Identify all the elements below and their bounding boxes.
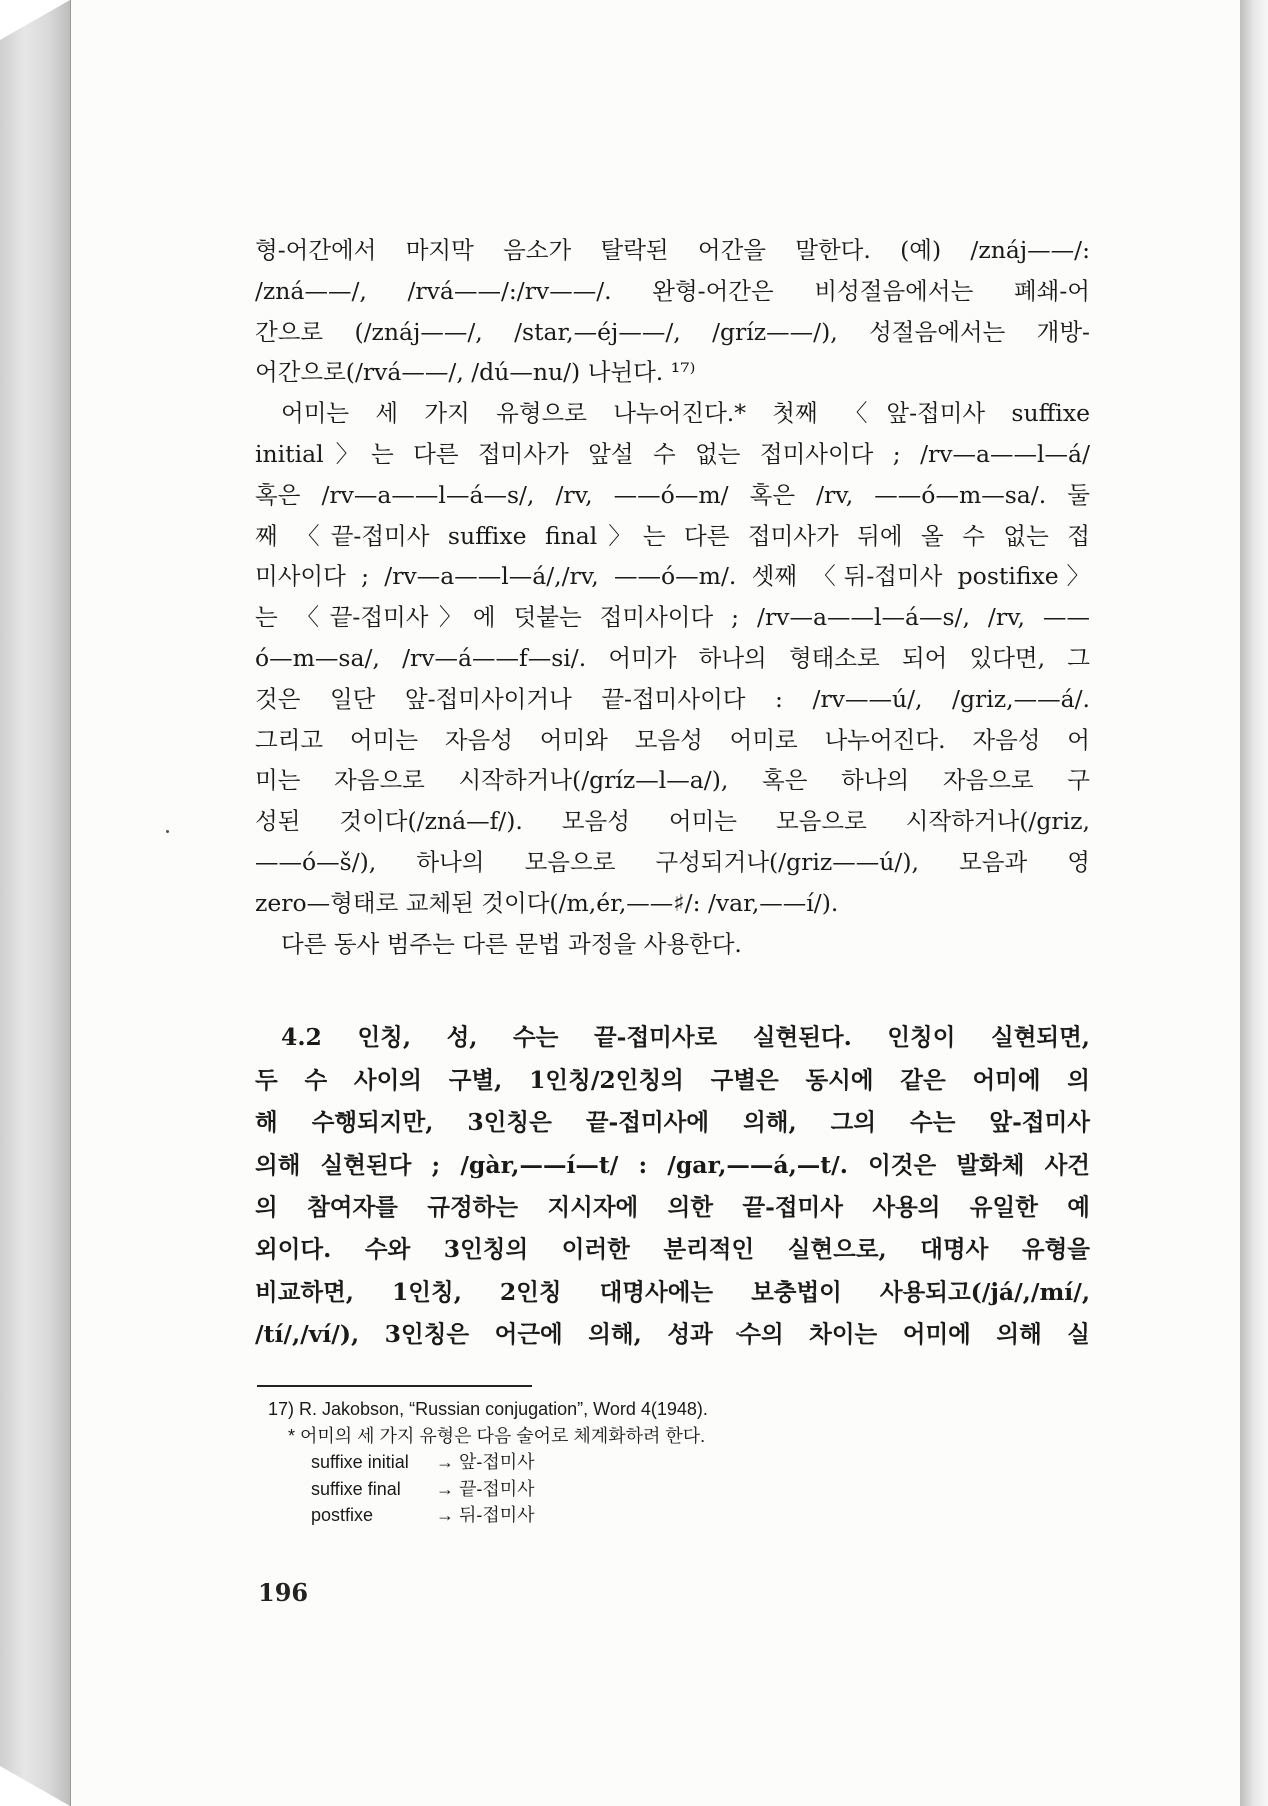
term-mapping-row: [268, 1449, 868, 1476]
text-line: 미사이다 ; /rv—a——l—á/,/rv, ——ó—m/. 셋째 〈뒤-접미사 postifixe〉: [255, 562, 1090, 591]
text-line: 혹은 /rv—a——l—á—s/, /rv, ——ó—m/ 혹은 /rv, ——ó—m—sa/. 둘: [255, 480, 1090, 509]
arrow-icon: →: [436, 1478, 454, 1499]
text-line: 미는 자음으로 시작하거나(/gríz—l—a/), 혹은 하나의 자음으로 구: [255, 766, 1090, 795]
term-french: suffixe final: [311, 1478, 401, 1499]
text-line: 째 〈끝-접미사 suffixe final〉는 다른 접미사가 뒤에 올 수 없는 접: [255, 521, 1090, 550]
text-line: 간으로 (/znáj——/, /star,—éj——/, /gríz——/), 성절음에서는 개방-: [255, 317, 1090, 346]
text-line: initial〉는 다른 접미사가 앞설 수 없는 접미사이다 ; /rv—a——l—á/: [255, 439, 1090, 468]
text-line: /tí/,/ví/), 3인칭은 어근에 의해, 성과 수의 차이는 어미에 의해 실: [255, 1320, 1090, 1349]
text-line: 어간으로(/rvá——/, /dú—nu/) 나뉜다. ¹⁷⁾: [255, 358, 696, 387]
term-korean: 끝-접미사: [459, 1478, 535, 1499]
term-mapping-row: [268, 1476, 868, 1503]
text-line: ——ó—š/), 하나의 모음으로 구성되거나(/griz——ú/), 모음과 영: [255, 847, 1090, 876]
term-mapping-row: [268, 1502, 868, 1529]
section-4-2: [255, 1016, 1090, 1355]
text-line: 형-어간에서 마지막 음소가 탈락된 어간을 말한다. (예) /znáj——/:: [255, 236, 1090, 264]
text-line: 는 〈끝-접미사〉에 덧붙는 접미사이다 ; /rv—a——l—á—s/, /rv, ——: [255, 603, 1090, 632]
text-line: /zná——/, /rvá——/:/rv——/. 완형-어간은 비성절음에서는 폐쇄-어: [255, 276, 1090, 305]
print-speck: [166, 830, 169, 833]
text-line: 어미는 세 가지 유형으로 나누어진다.* 첫째 〈앞-접미사 suffixe: [281, 399, 1090, 428]
arrow-icon: →: [436, 1452, 454, 1472]
paragraph-1: [255, 230, 1090, 393]
term-korean: 뒤-접미사: [459, 1505, 535, 1525]
footnote-divider: [257, 1385, 532, 1387]
term-french: postfixe: [311, 1505, 374, 1525]
footnotes: [268, 1396, 868, 1529]
section-heading-line: 4.2 인칭, 성, 수는 끝-접미사로 실현된다. 인칭이 실현되면,: [281, 1023, 1090, 1052]
term-korean: 앞-접미사: [459, 1452, 535, 1472]
paragraph-2: [255, 393, 1090, 923]
text-line: 해 수행되지만, 3인칭은 끝-접미사에 의해, 그의 수는 앞-접미사: [255, 1108, 1090, 1137]
book-spine-edge: [0, 0, 70, 1806]
text-line: ó—m—sa/, /rv—á——f—si/. 어미가 하나의 형태소로 되어 있다면, 그: [255, 643, 1090, 672]
arrow-icon: →: [436, 1505, 454, 1525]
text-line: 의 참여자를 규정하는 지시자에 의한 끝-접미사 사용의 유일한 예: [255, 1192, 1090, 1221]
text-line: 두 수 사이의 구별, 1인칭/2인칭의 구별은 동시에 같은 어미에 의: [255, 1065, 1090, 1094]
text-line: 의해 실현된다 ; /gàr,——í—t/ : /gar,——á,—t/. 이것은 발화체 사건: [255, 1150, 1090, 1179]
body-text: [255, 230, 1090, 1355]
text-line: 외이다. 수와 3인칭의 이러한 분리적인 실현으로, 대명사 유형을: [255, 1235, 1090, 1264]
section-gap: [255, 964, 1090, 1016]
page-edge-shadow: [1240, 0, 1268, 1806]
text-line: 것은 일단 앞-접미사이거나 끝-접미사이다 : /rv——ú/, /griz,——á/.: [255, 684, 1090, 713]
text-line: 비교하면, 1인칭, 2인칭 대명사에는 보충법이 사용되고(/já/,/mí/,: [255, 1277, 1090, 1306]
footnote-star: * 어미의 세 가지 유형은 다음 술어로 체계화하려 한다.: [288, 1425, 706, 1446]
text-line: zero—형태로 교체된 것이다(/m,ér,——♯/: /var,——í/).: [255, 888, 839, 917]
text-line: 성된 것이다(/zná—f/). 모음성 어미는 모음으로 시작하거나(/griz,: [255, 807, 1090, 836]
footnote-17: 17) R. Jakobson, “Russian conjugation”, Word 4(1948).: [268, 1399, 708, 1419]
text-line: 그리고 어미는 자음성 어미와 모음성 어미로 나누어진다. 자음성 어: [255, 725, 1090, 754]
term-french: suffixe initial: [311, 1452, 409, 1472]
paragraph-3: 다른 동사 범주는 다른 문법 과정을 사용한다.: [281, 929, 742, 958]
page-number: 196: [258, 1578, 309, 1607]
